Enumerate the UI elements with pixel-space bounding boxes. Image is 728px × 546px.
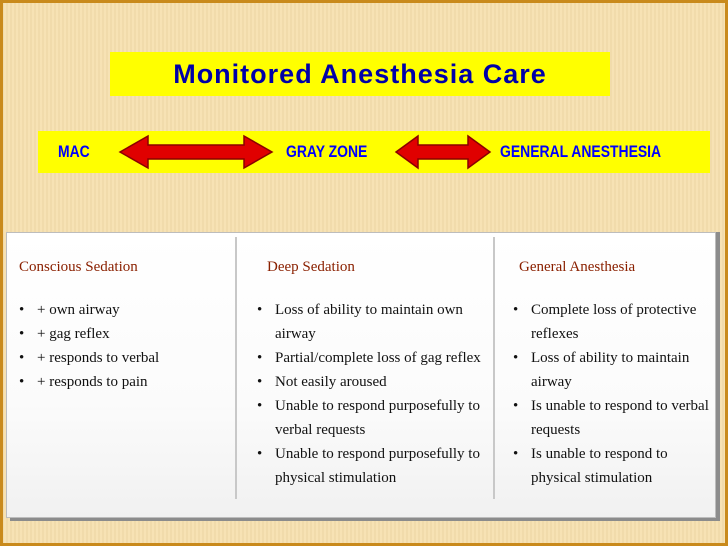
list-item: • Is unable to respond to physical stimulation [513, 442, 713, 490]
label-gray-zone: GRAY ZONE [286, 142, 368, 161]
column-deep-sedation [257, 259, 489, 490]
title-box [110, 52, 610, 96]
double-arrow-icon [118, 134, 274, 170]
list-item: • + gag reflex [19, 322, 229, 346]
column-header: Conscious Sedation [19, 259, 138, 275]
column-conscious-sedation [19, 259, 229, 394]
slide-title: Monitored Anesthesia Care [173, 58, 547, 89]
column-general-anesthesia [513, 259, 713, 490]
bullet-list [19, 298, 229, 394]
sedation-table [6, 232, 716, 518]
list-item: • Complete loss of protective reflexes [513, 298, 713, 346]
label-mac: MAC [58, 142, 90, 161]
column-header: Deep Sedation [267, 259, 355, 275]
list-item: • Loss of ability to maintain own airway [257, 298, 489, 346]
column-header: General Anesthesia [519, 259, 636, 275]
column-divider [235, 237, 237, 499]
bullet-list [513, 298, 713, 490]
column-divider [493, 237, 495, 499]
list-item: • + responds to verbal [19, 346, 229, 370]
list-item: • Unable to respond purposefully to physical stimulation [257, 442, 489, 490]
bullet-list [257, 298, 489, 490]
list-item: • + responds to pain [19, 370, 229, 394]
list-item: • Not easily aroused [257, 370, 489, 394]
label-general-anesthesia: GENERAL ANESTHESIA [500, 142, 662, 161]
double-arrow-icon [394, 134, 492, 170]
list-item: • Is unable to respond to verbal requests [513, 394, 713, 442]
list-item: • + own airway [19, 298, 229, 322]
list-item: • Partial/complete loss of gag reflex [257, 346, 489, 370]
list-item: • Unable to respond purposefully to verbal requests [257, 394, 489, 442]
list-item: • Loss of ability to maintain airway [513, 346, 713, 394]
